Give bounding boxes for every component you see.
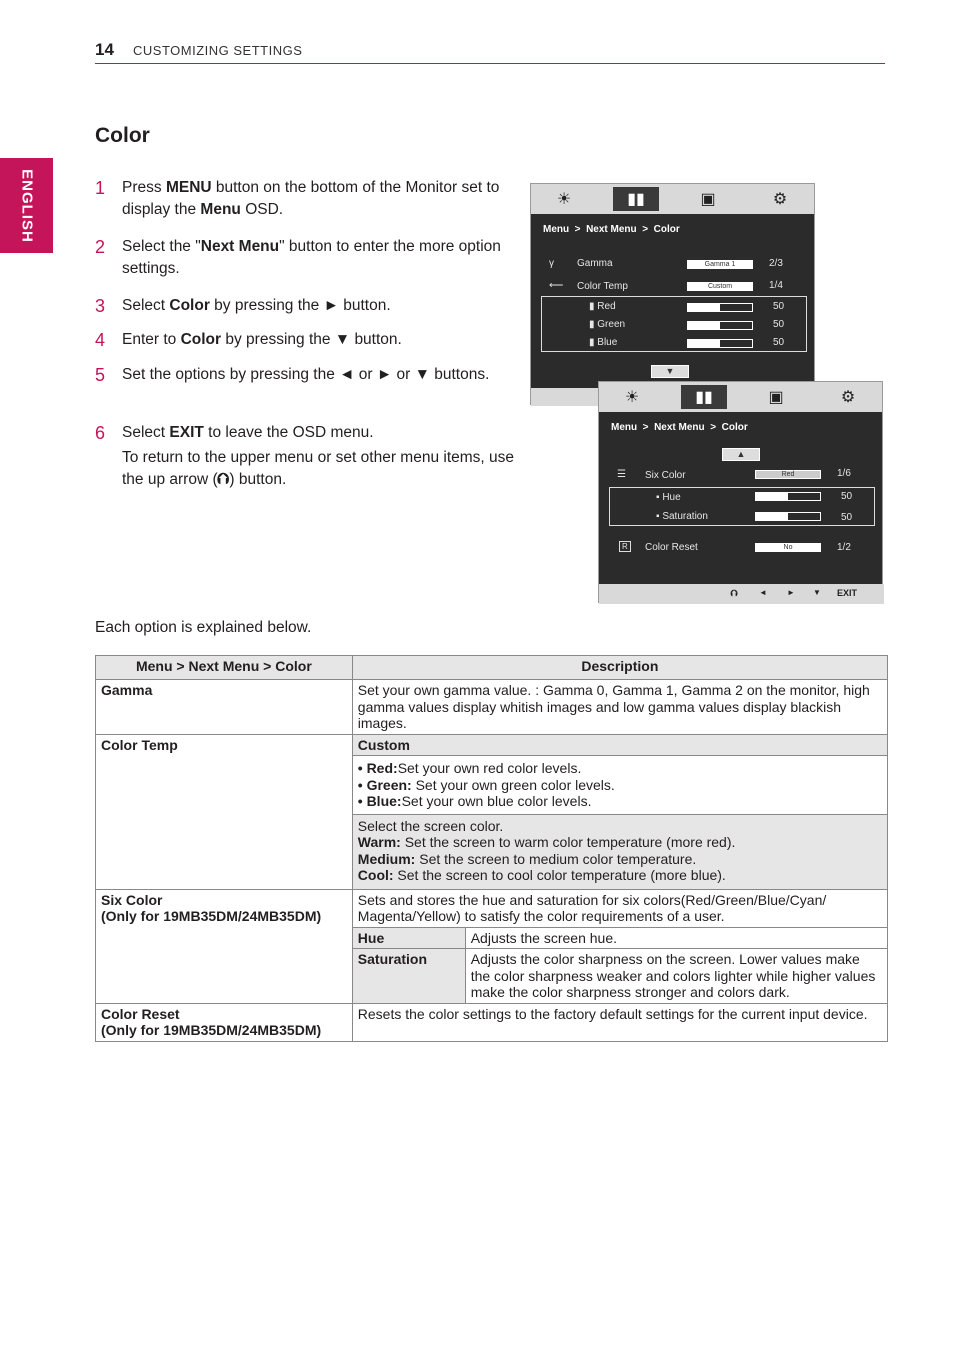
settings-icon: ⚙ [840,389,856,406]
six-color-icon: ☰ [617,469,626,480]
osd-breadcrumb: Menu > Next Menu > Color [543,224,680,235]
options-table: Menu > Next Menu > Color Description Gamma Set your own gamma value. : Gamma 0, Gamma 1, Gamma 2 on the monitor, high gamma values display whitish images and low gamma values display blackish images. Color Temp Custom • Red:Set your own red color levels. • Green: Set your own green color levels. • Blue:Set your own blue color levels. Select the screen color. Warm: Set the screen to warm color temperature (more red). Medium: Set the screen to medium color temperature. Cool: Set the screen to cool color temperature (more blue). Six Color (Only for 19MB35DM/24MB35DM) Sets and stores the hue and saturation for six colors(Red/Green/Blue/Cyan/ Magenta/Yellow) to satisfy the color requirements of a user. Hue Adjusts the screen hue. Saturation Adjusts the color sharpness on the screen. Lower values make the color sharpness weaker and colors lighter while higher values make the color sharpness stronger and colors dark. Color Reset (Only for 19MB35DM/24MB35DM) Resets the color settings to the factory default settings for the current input device. [95,655,888,1042]
osd-breadcrumb: Menu > Next Menu > Color [611,422,748,433]
step-2: 2 Select the "Next Menu" button to enter the more option settings. [95,237,501,277]
osd-blue-value: 50 [773,337,785,348]
osd-saturation-bar [755,512,821,521]
osd-six-color-box: Red [755,470,821,479]
display-icon: ▣ [700,191,716,208]
exit-button: EXIT [837,588,858,598]
step-number: 2 [95,237,106,257]
down-arrow-button: ▼ [813,588,821,597]
step-3: 3 Select Color by pressing the ► button. [95,296,391,316]
osd-color-reset-value: 1/2 [837,542,851,553]
page-title: Color [95,124,150,147]
osd-hue-value: 50 [841,491,853,502]
step-4: 4 Enter to Color by pressing the ▼ button. [95,330,402,350]
osd-saturation-label: ▪ Saturation [656,511,708,522]
reset-icon: R [619,541,631,552]
osd-color-temp-box: Custom [687,282,753,291]
osd-saturation-value: 50 [841,512,853,523]
step-number: 3 [95,296,106,316]
osd-color-reset-label: Color Reset [645,542,698,553]
osd-six-color-value: 1/6 [837,468,851,479]
osd-gamma-label: Gamma [577,258,613,269]
page-number: 14 [95,40,114,59]
settings-icon: ⚙ [772,191,788,208]
section-name: CUSTOMIZING SETTINGS [133,43,303,58]
left-arrow-button: ◄ [759,588,767,597]
table-row-six-color: Six Color (Only for 19MB35DM/24MB35DM) Sets and stores the hue and saturation for six colors(Red/Green/Blue/Cyan/ Magenta/Yellow) to satisfy the color requirements of a user. [96,889,888,927]
osd-red-value: 50 [773,301,785,312]
up-arrow-icon: ⮉ [731,588,738,598]
osd-red-label: ▮ Red [589,301,616,312]
color-temp-icon: ⟵ [549,280,564,291]
osd-color-reset-box: No [755,543,821,552]
step-number: 1 [95,178,106,198]
table-row-color-reset: Color Reset (Only for 19MB35DM/24MB35DM) Resets the color settings to the factory default settings for the current input device. [96,1003,888,1041]
table-row-color-temp: Color Temp Custom [96,734,888,756]
osd-color-temp-label: Color Temp [577,281,628,292]
osd-blue-bar [687,339,753,348]
chevron-up-icon: ▲ [722,448,760,461]
picture-icon: ☀ [624,389,640,406]
right-arrow-button: ► [787,588,795,597]
step-number: 5 [95,365,106,385]
osd-color-temp-value: 1/4 [769,280,783,291]
osd-screenshot-1 [530,183,815,405]
page-header [95,40,885,64]
table-header-menu: Menu > Next Menu > Color [96,656,353,680]
osd-green-label: ▮ Green [589,319,626,330]
step-6: 6 Select EXIT to leave the OSD menu. [95,423,374,443]
osd-six-color-label: Six Color [645,470,686,481]
step-5: 5 Set the options by pressing the ◄ or ► or ▼ buttons. [95,365,490,385]
osd-green-bar [687,321,753,330]
up-arrow-icon: ⮉ [217,471,230,488]
chevron-down-icon: ▼ [651,365,689,378]
picture-icon: ☀ [556,191,572,208]
return-note: To return to the upper menu or set other menu items, use the up arrow (⮉) button. [122,449,515,488]
gamma-icon: γ [549,258,554,269]
osd-gamma-box: Gamma 1 [687,260,753,269]
osd-hue-bar [755,492,821,501]
language-tab-label: ENGLISH [18,169,36,243]
osd-screenshot-2 [598,381,883,603]
step-1: 1 Press MENU button on the bottom of the Monitor set to display the Menu OSD. [95,178,500,218]
osd-red-bar [687,303,753,312]
osd-blue-label: ▮ Blue [589,337,618,348]
step-number: 6 [95,423,106,443]
color-icon: ▮▮ [681,385,727,409]
step-number: 4 [95,330,106,350]
display-icon: ▣ [768,389,784,406]
table-header-description: Description [352,656,887,680]
explanation-intro: Each option is explained below. [95,619,312,636]
osd-hue-label: ▪ Hue [656,492,681,503]
table-row-gamma: Gamma Set your own gamma value. : Gamma 0, Gamma 1, Gamma 2 on the monitor, high gamma values display whitish images and low gamma values display blackish images. [96,680,888,735]
osd-green-value: 50 [773,319,785,330]
osd-gamma-value: 2/3 [769,258,783,269]
color-icon: ▮▮ [613,187,659,211]
